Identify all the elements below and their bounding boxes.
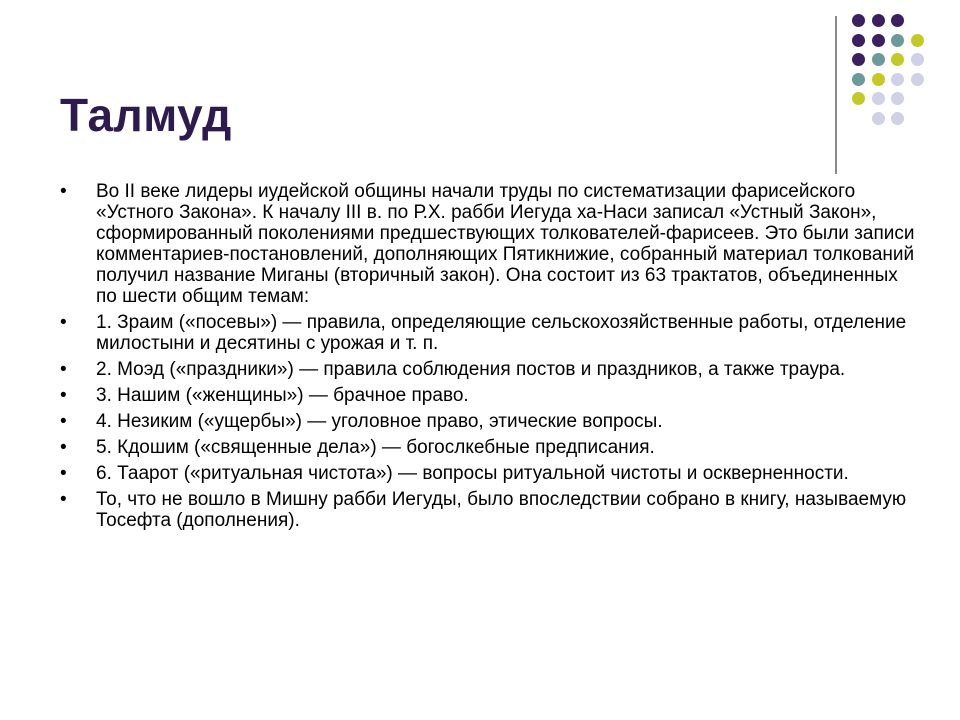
bullet-dot-icon: • [60, 359, 67, 380]
decorative-dot [911, 73, 924, 86]
slide-title: Талмуд [60, 89, 232, 141]
decorative-dot [872, 112, 885, 125]
bullet-dot-icon: • [60, 411, 67, 432]
decorative-dot [891, 14, 904, 27]
bullet-dot-icon: • [60, 463, 67, 484]
decorative-dot [891, 92, 904, 105]
decorative-dot [872, 53, 885, 66]
bullet-item [60, 181, 920, 307]
decorative-dot [852, 34, 865, 47]
decorative-dot [911, 53, 924, 66]
decorative-dot [891, 53, 904, 66]
decorative-dot [911, 34, 924, 47]
bullet-text: Во II веке лидеры иудейской общины начали труды по систематизации фарисейского «Устного Закона». К началу III в. по Р.Х. рабби Иегуда ха-Наси записал «Устный Закон», сформированный поколениями предшествующих толкователей-фарисеев. Это были записи комментариев-постановлений, дополняющих Пятикнижие, собранный материал толкований получил название Миганы (вторичный закон). Она состоит из 63 трактатов, объединенных по шести общим темам: [96, 181, 915, 307]
decorative-dot [872, 73, 885, 86]
decorative-dot [872, 92, 885, 105]
bullet-item [60, 437, 920, 458]
bullet-item [60, 411, 920, 432]
decorative-dot [852, 92, 865, 105]
decorative-dot [852, 73, 865, 86]
bullet-dot-icon: • [60, 385, 67, 406]
decorative-dot [852, 53, 865, 66]
bullet-text: 3. Нашим («женщины») — брачное право. [96, 385, 469, 406]
bullet-dot-icon: • [60, 181, 67, 202]
bullet-text: 1. Зраим («посевы») — правила, определяющие сельскохозяйственные работы, отделение милостыни и десятины с урожая и т. п. [96, 312, 907, 354]
bullet-dot-icon: • [60, 312, 67, 333]
bullet-text: То, что не вошло в Мишну рабби Иегуды, было впоследствии собрано в книгу, называемую Тосефта (дополнения). [96, 489, 907, 531]
decorative-dot [891, 34, 904, 47]
bullet-item [60, 385, 920, 406]
bullet-item [60, 489, 920, 531]
decorative-divider-line [835, 16, 837, 174]
bullet-dot-icon: • [60, 489, 67, 510]
decorative-dot [891, 73, 904, 86]
bullet-text: 2. Моэд («праздники») — правила соблюдения постов и праздников, а также траура. [96, 359, 846, 380]
bullet-text: 6. Таарот («ритуальная чистота») — вопросы ритуальной чистоты и оскверненности. [96, 463, 849, 484]
decorative-dot [852, 14, 865, 27]
bullet-list [60, 181, 920, 536]
decorative-dot [891, 112, 904, 125]
bullet-text: 4. Незиким («ущербы») — уголовное право, этические вопросы. [96, 411, 663, 432]
bullet-item [60, 463, 920, 484]
bullet-text: 5. Кдошим («священные дела») — богослкебные предписания. [96, 437, 655, 458]
bullet-item [60, 359, 920, 380]
decorative-dot [872, 14, 885, 27]
bullet-item [60, 312, 920, 354]
bullet-dot-icon: • [60, 437, 67, 458]
decorative-dot [872, 34, 885, 47]
